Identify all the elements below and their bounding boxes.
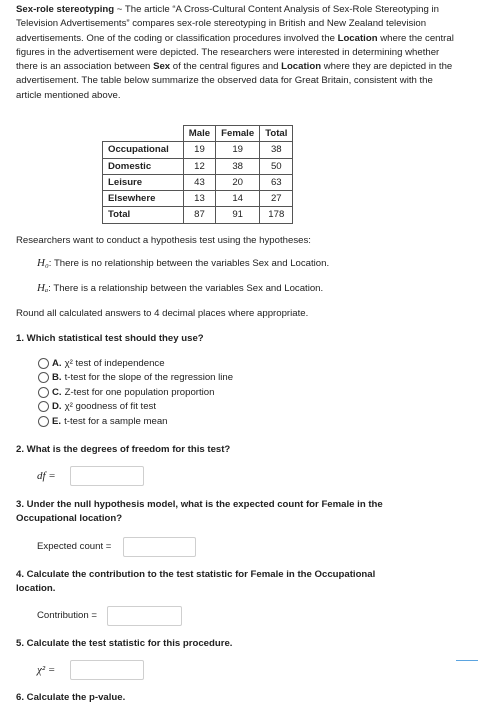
question-5: 5. Calculate the test statistic for this procedure.	[16, 638, 233, 649]
question-2: 2. What is the degrees of freedom for this test?	[16, 444, 231, 455]
ha-text: : There is a relationship between the variables Sex and Location.	[48, 283, 324, 294]
table-cell: 63	[260, 174, 293, 190]
table-row	[103, 142, 293, 158]
option-a[interactable]	[38, 356, 233, 371]
column-header: Female	[216, 126, 260, 142]
option-text: χ² goodness of fit test	[64, 401, 157, 413]
intro-sex: Sex	[153, 61, 171, 73]
contribution-input[interactable]	[107, 606, 182, 626]
chi-square-input[interactable]	[70, 660, 144, 680]
chi-square-label: χ² =	[37, 664, 56, 676]
radio-c[interactable]	[38, 387, 49, 398]
question-6: 6. Calculate the p-value.	[16, 692, 126, 703]
table-row	[103, 191, 293, 207]
contribution-label: Contribution =	[37, 610, 97, 621]
table-cell: 14	[216, 191, 260, 207]
option-letter: C.	[52, 386, 62, 398]
table-cell: 178	[260, 207, 293, 223]
observed-data-table	[102, 125, 293, 224]
q1-options	[38, 356, 233, 429]
question-4: 4. Calculate the contribution to the test statistic for Female in the Occupational location.	[16, 569, 376, 595]
table-cell: 50	[260, 158, 293, 174]
option-text: Z-test for one population proportion	[64, 386, 215, 398]
column-header: Total	[260, 126, 293, 142]
radio-d[interactable]	[38, 401, 49, 412]
radio-e[interactable]	[38, 416, 49, 427]
table-cell: 13	[183, 191, 215, 207]
intro-title: Sex-role stereotyping	[16, 4, 115, 15]
table-header-row	[103, 126, 293, 142]
radio-a[interactable]	[38, 358, 49, 369]
expected-count-label: Expected count =	[37, 541, 112, 552]
option-letter: B.	[52, 372, 62, 384]
table-cell: 38	[216, 158, 260, 174]
intro-text-3: of the central figures and	[170, 61, 282, 73]
scroll-indicator	[456, 660, 478, 661]
option-e[interactable]	[38, 414, 233, 429]
column-header: Male	[183, 126, 215, 142]
table-cell: 20	[216, 174, 260, 190]
table-cell: 27	[260, 191, 293, 207]
question-1: 1. Which statistical test should they use?	[16, 333, 204, 344]
option-c[interactable]	[38, 385, 233, 400]
option-text: t-test for the slope of the regression line	[64, 372, 234, 384]
intro-text-2: where the central figures in the advertisement were depicted. The researchers were interested in determining whether there is an association between	[16, 32, 454, 73]
row-header: Occupational	[103, 142, 184, 158]
question-3: 3. Under the null hypothesis model, what is the expected count for Female in the Occupational location?	[16, 499, 383, 525]
ha-symbol: Hₐ	[37, 282, 49, 294]
option-b[interactable]	[38, 371, 233, 386]
table-cell: 19	[183, 142, 215, 158]
intro-location-2: Location	[281, 61, 322, 73]
df-label: df =	[37, 470, 56, 482]
table-corner	[103, 126, 184, 142]
table-row	[103, 174, 293, 190]
null-hypothesis	[37, 257, 329, 269]
table-cell: 38	[260, 142, 293, 158]
option-letter: D.	[52, 401, 62, 413]
intro-paragraph	[16, 3, 456, 103]
table-cell: 12	[183, 158, 215, 174]
intro-location-1: Location	[337, 32, 378, 44]
expected-count-input[interactable]	[123, 537, 196, 557]
table-cell: 91	[216, 207, 260, 223]
hypotheses-lead: Researchers want to conduct a hypothesis test using the hypotheses:	[16, 235, 311, 246]
option-d[interactable]	[38, 400, 233, 415]
table-cell: 87	[183, 207, 215, 223]
row-header: Elsewhere	[103, 191, 184, 207]
row-header: Domestic	[103, 158, 184, 174]
intro-text-4: where they are depicted in the advertisement. The table below summarize the observed data for Great Britain, consistent with the article mentioned above.	[16, 61, 453, 101]
option-letter: E.	[52, 415, 62, 427]
row-header: Total	[103, 207, 184, 223]
table-cell: 43	[183, 174, 215, 190]
table-cell: 19	[216, 142, 260, 158]
rounding-note: Round all calculated answers to 4 decimal places where appropriate.	[16, 308, 309, 319]
option-text: t-test for a sample mean	[64, 415, 168, 427]
option-letter: A.	[52, 357, 62, 369]
table-row	[103, 158, 293, 174]
radio-b[interactable]	[38, 372, 49, 383]
df-input[interactable]	[70, 466, 144, 486]
h0-symbol: H₀	[37, 257, 49, 269]
intro-text-1: ~ The article “A Cross-Cultural Content Analysis of Sex-Role Stereotyping in Television Advertisements” compares sex-role stereotyping in British and New Zealand television advertisements. One of the coding or classification procedures involved the	[16, 4, 439, 44]
option-text: χ² test of independence	[64, 357, 165, 369]
alt-hypothesis	[37, 282, 323, 294]
h0-text: : There is no relationship between the variables Sex and Location.	[48, 258, 330, 269]
row-header: Leisure	[103, 174, 184, 190]
table-row	[103, 207, 293, 223]
